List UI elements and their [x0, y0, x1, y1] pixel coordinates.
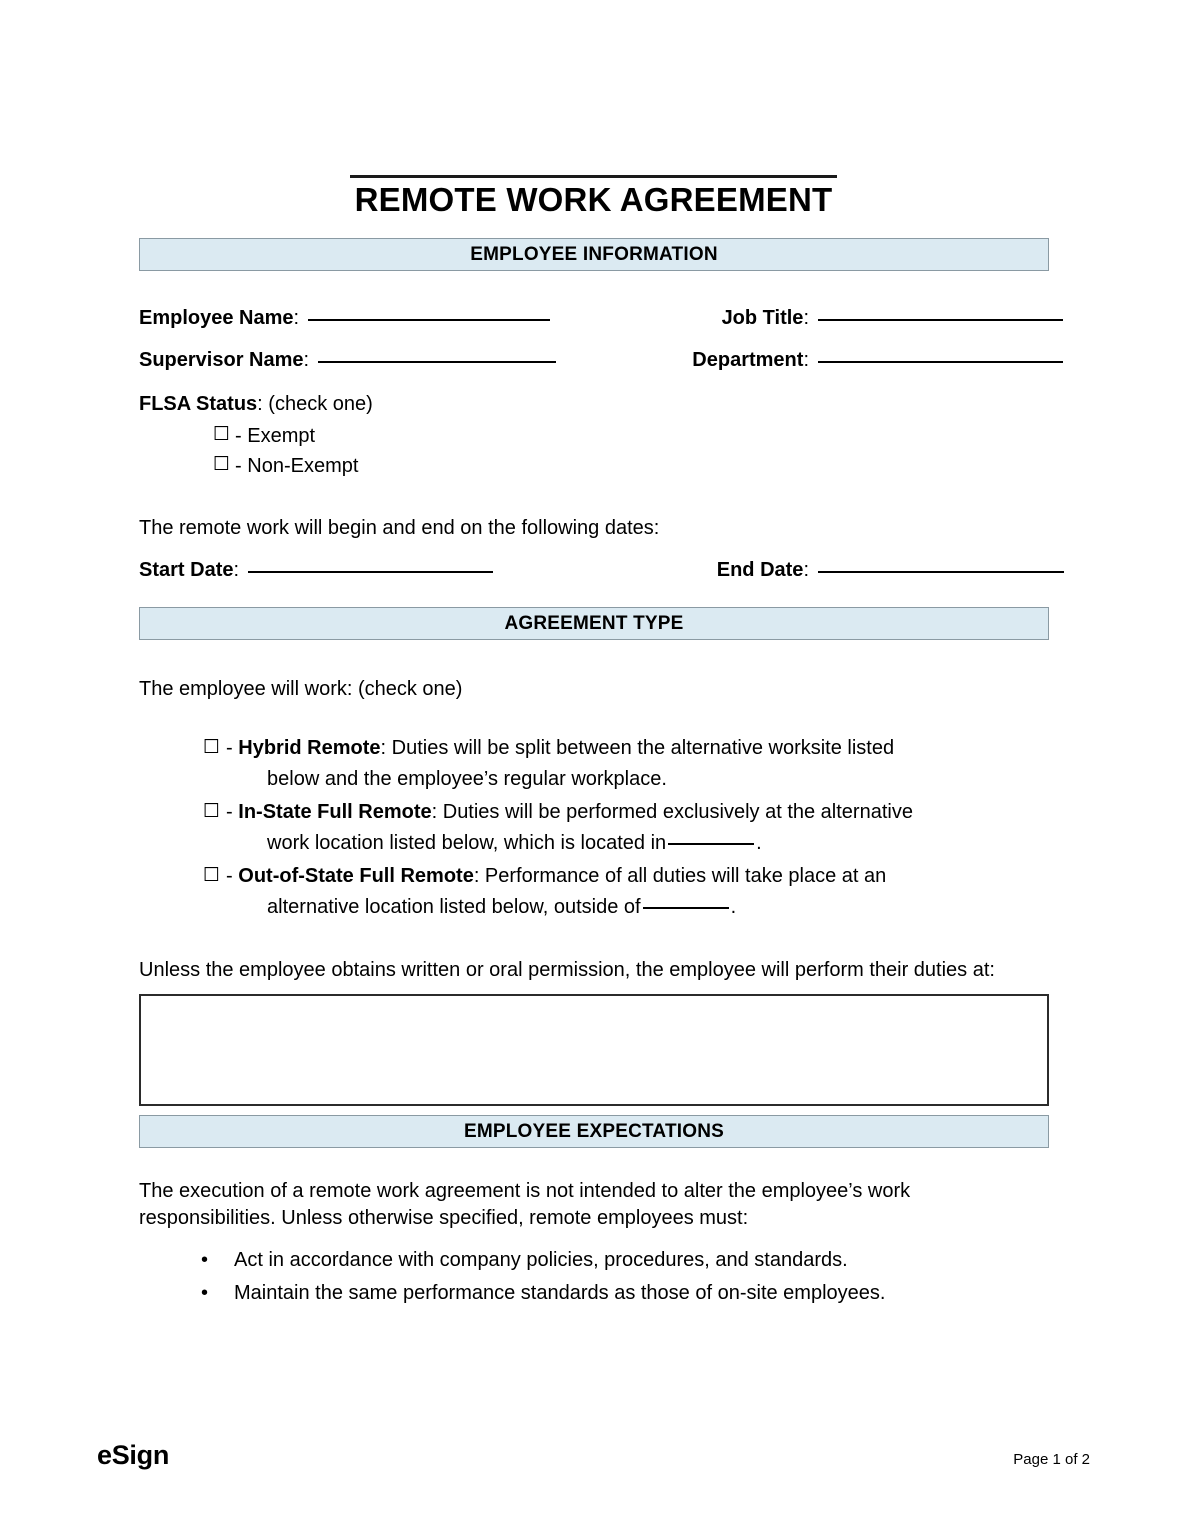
dash-separator: -	[226, 736, 239, 759]
page-title: REMOTE WORK AGREEMENT	[354, 181, 833, 218]
supervisor-name-input[interactable]	[318, 360, 556, 363]
agreement-option-hybrid-remote-body	[226, 733, 1049, 795]
job-title-input[interactable]	[818, 318, 1063, 321]
list-item-text: Act in accordance with company policies, procedures, and standards.	[234, 1249, 848, 1272]
agreement-option-hybrid-remote-name: Hybrid Remote	[238, 736, 381, 759]
agreement-option-out-of-state-full-remote-colon: :	[473, 864, 480, 887]
out-of-state-continuation-text: alternative location listed below, outside of	[267, 895, 641, 918]
flsa-status-label: FLSA Status	[139, 393, 258, 415]
agreement-option-in-state-full-remote-name: In-State Full Remote	[238, 800, 432, 823]
field-row-name-jobtitle	[139, 307, 1049, 330]
field-row-supervisor-department	[139, 349, 1049, 372]
bullet-icon: •	[201, 1281, 209, 1304]
flsa-status-colon: :	[257, 393, 263, 415]
checkbox-unchecked-icon[interactable]: ☐	[213, 453, 231, 476]
field-row-dates	[139, 559, 1049, 582]
in-state-location-input[interactable]	[668, 842, 754, 845]
checkbox-unchecked-icon[interactable]: ☐	[203, 799, 221, 822]
field-end-date	[639, 559, 1064, 582]
start-date-input[interactable]	[248, 570, 493, 573]
agreement-option-hybrid-remote[interactable]	[203, 733, 1049, 795]
section-header-employee-expectations: EMPLOYEE EXPECTATIONS	[139, 1115, 1049, 1148]
out-of-state-period: .	[730, 895, 737, 918]
flsa-status-instruction: (check one)	[268, 393, 373, 415]
esign-logo: eSign	[97, 1440, 170, 1470]
list-item	[201, 1244, 1049, 1276]
title-top-rule	[350, 175, 837, 178]
field-supervisor-name	[139, 349, 639, 372]
dash-separator: -	[226, 800, 239, 823]
agreement-option-in-state-full-remote[interactable]	[203, 797, 1049, 859]
employee-name-label: Employee Name:	[139, 307, 300, 329]
checkbox-unchecked-icon[interactable]: ☐	[213, 423, 231, 446]
agreement-type-options	[203, 733, 1049, 923]
field-department	[639, 349, 1063, 372]
department-input[interactable]	[818, 360, 1063, 363]
section-header-employee-information: EMPLOYEE INFORMATION	[139, 238, 1049, 271]
agreement-option-out-of-state-full-remote[interactable]	[203, 861, 1049, 923]
checkbox-unchecked-icon[interactable]: ☐	[203, 735, 221, 758]
dash-separator: -	[226, 864, 239, 887]
employee-expectations-bullets	[201, 1244, 1049, 1309]
in-state-period: .	[756, 831, 762, 854]
end-date-input[interactable]	[818, 570, 1064, 573]
agreement-option-hybrid-remote-colon: :	[380, 736, 387, 759]
section-header-agreement-type: AGREEMENT TYPE	[139, 607, 1049, 640]
checkbox-unchecked-icon[interactable]: ☐	[203, 863, 221, 886]
page-indicator: Page 1 of 2	[1013, 1451, 1090, 1468]
employee-name-input[interactable]	[308, 318, 550, 321]
dates-intro-text: The remote work will begin and end on the following dates:	[139, 517, 660, 540]
agreement-option-out-of-state-full-remote-name: Out-of-State Full Remote	[238, 864, 474, 887]
flsa-status-row	[139, 391, 1049, 418]
agreement-option-in-state-full-remote-continuation	[226, 828, 1049, 859]
field-job-title	[639, 307, 1063, 330]
supervisor-name-label: Supervisor Name:	[139, 349, 310, 371]
flsa-options-list	[213, 421, 1049, 481]
agreement-option-in-state-full-remote-colon: :	[431, 800, 438, 823]
start-date-label: Start Date:	[139, 559, 240, 582]
field-employee-name	[139, 307, 639, 330]
out-of-state-location-input[interactable]	[643, 906, 729, 909]
duties-location-intro: Unless the employee obtains written or oral permission, the employee will perform their duties at:	[139, 958, 995, 981]
agreement-option-in-state-full-remote-body	[226, 797, 1049, 859]
agreement-option-hybrid-remote-continuation: below and the employee’s regular workplace.	[267, 767, 667, 790]
department-label: Department:	[692, 349, 809, 371]
field-start-date	[139, 559, 639, 582]
flsa-option-exempt-label: - Exempt	[235, 425, 316, 448]
agreement-option-hybrid-remote-text: Duties will be split between the alternative worksite listed	[386, 736, 895, 759]
duties-location-textarea[interactable]	[139, 994, 1049, 1106]
agreement-type-intro: The employee will work: (check one)	[139, 678, 463, 701]
end-date-label: End Date:	[716, 559, 809, 582]
flsa-option-exempt[interactable]	[213, 421, 1049, 451]
list-item-text: Maintain the same performance standards as those of on-site employees.	[234, 1281, 886, 1304]
in-state-continuation-text: work location listed below, which is located in	[267, 831, 667, 854]
bullet-icon: •	[201, 1249, 209, 1272]
page-footer	[97, 1440, 1090, 1471]
agreement-option-out-of-state-full-remote-continuation	[226, 892, 1049, 923]
employee-expectations-intro: The execution of a remote work agreement is not intended to alter the employee’s work responsibilities. Unless otherwise specified, remote employees must:	[139, 1179, 911, 1229]
agreement-option-in-state-full-remote-text: Duties will be performed exclusively at the alternative	[437, 800, 913, 823]
flsa-option-non-exempt-label: - Non-Exempt	[235, 455, 359, 478]
list-item	[201, 1277, 1049, 1309]
agreement-option-out-of-state-full-remote-text: Performance of all duties will take place at an	[479, 864, 887, 887]
agreement-option-out-of-state-full-remote-body	[226, 861, 1049, 923]
flsa-option-non-exempt[interactable]	[213, 451, 1049, 481]
job-title-label: Job Title:	[721, 307, 809, 329]
document-body	[139, 238, 1049, 1309]
